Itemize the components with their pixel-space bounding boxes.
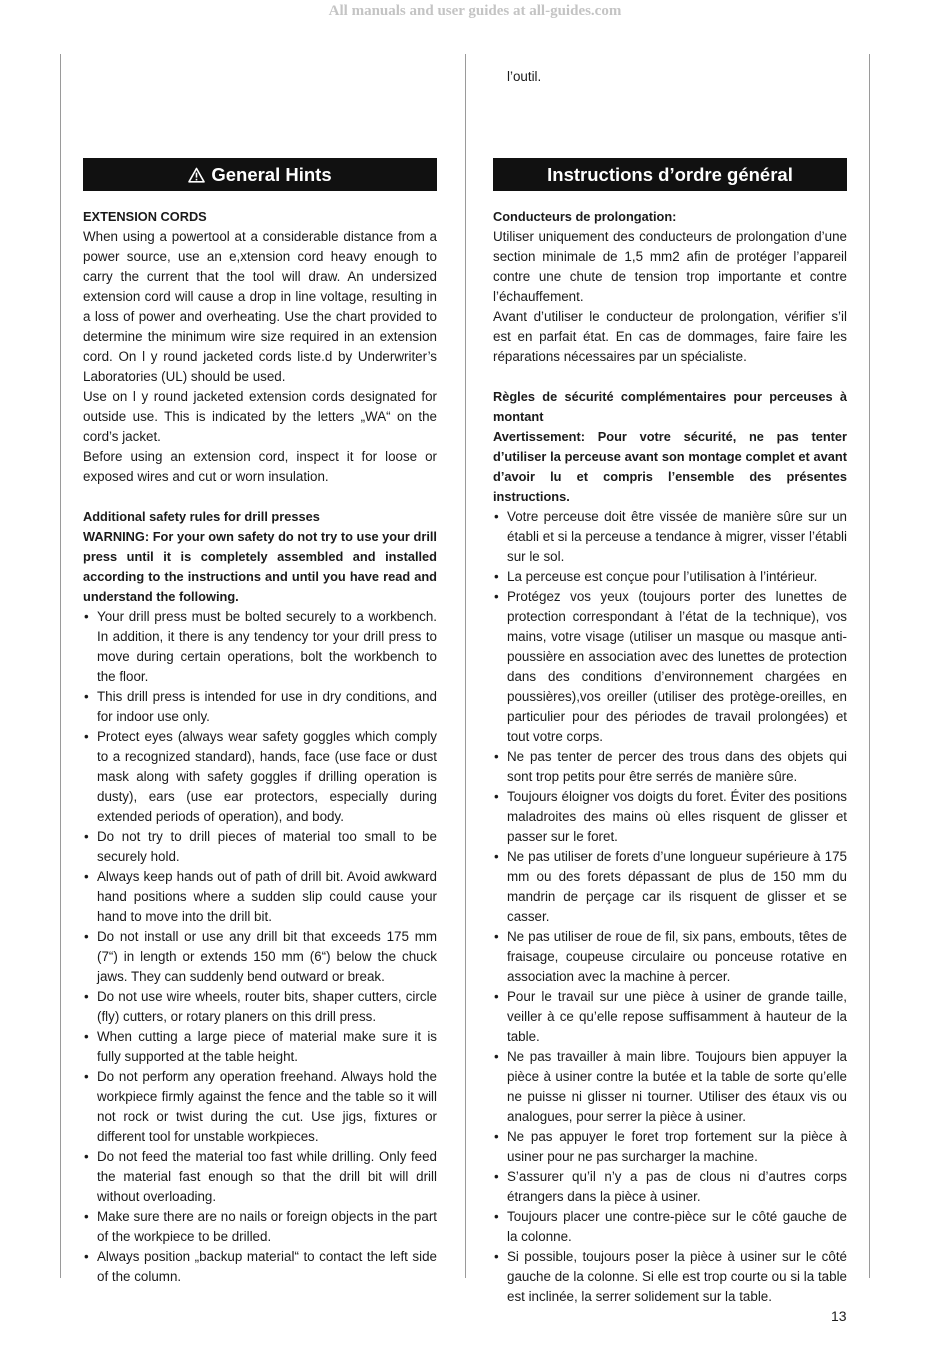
safety-bullet-list (83, 607, 437, 1287)
watermark: All manuals and user guides at all-guides.com (328, 3, 622, 19)
list-item: • La perceuse est conçue pour l’utilisation à l’intérieur. (493, 567, 847, 587)
safety-rules-heading: Additional safety rules for drill presses (83, 509, 320, 524)
list-item: • Ne pas appuyer le foret trop fortement sur la pièce à usiner pour ne pas surcharger la machine. (493, 1127, 847, 1167)
instructions-banner (493, 158, 847, 191)
list-item: • Do not install or use any drill bit that exceeds 175 mm (7“) in length or extends 150 mm (6“) below the chuck jaws. They can suddenly bend outward or break. (83, 927, 437, 987)
extension-cords-heading: EXTENSION CORDS (83, 209, 207, 224)
right-intro-text: l’outil. (507, 69, 542, 84)
list-item: • Ne pas travailler à main libre. Toujours bien appuyer la pièce à usiner contre la butée et la table de sorte qu’elle ne puisse ni glisser ni tourner. Utiliser des étaux vis ou analogues, pour serrer la pièce à usiner. (493, 1047, 847, 1127)
list-item: • Make sure there are no nails or foreign objects in the part of the workpiece to be drilled. (83, 1207, 437, 1247)
list-item: • Protect eyes (always wear safety goggles which comply to a recognized standard), hands, face (use face or dust mask along with safety goggles if drilling operation is dusty), ears (use ear protectors, especially during extended periods of operation), and body. (83, 727, 437, 827)
page-number: 13 (831, 1308, 847, 1324)
list-item: • This drill press is intended for use in dry conditions, and for indoor use only. (83, 687, 437, 727)
list-item: • Always position „backup material“ to contact the left side of the column. (83, 1247, 437, 1287)
list-item: • Protégez vos yeux (toujours porter des lunettes de protection correspondant à l’état de la technique), vos mains, votre visage (utiliser un masque ou masque anti-poussière en association avec des lunettes de protection dans des conditions d’environnement chargées en poussières),vos oreiller (utiliser des protège-oreilles, en particulier pour des périodes de travail prolongées) et tout votre corps. (493, 587, 847, 747)
extension-paragraph: Use on l y round jacketed extension cords designated for outside use. This is indicated by the letters „WA“ on the cord’s jacket. (83, 389, 437, 444)
list-item: • Pour le travail sur une pièce à usiner de grande taille, veiller à ce qu’elle repose suffisamment à hauteur de la table. (493, 987, 847, 1047)
extension-paragraph: Before using an extension cord, inspect it for loose or exposed wires and cut or worn insulation. (83, 449, 437, 484)
list-item: • Votre perceuse doit être vissée de manière sûre sur un établi et si la perceuse a tendance à migrer, visser l’établi sur le sol. (493, 507, 847, 567)
left-margin-rule (60, 54, 61, 1278)
list-item: • Do not try to drill pieces of material too small to be securely hold. (83, 827, 437, 867)
list-item: • Toujours placer une contre-pièce sur le côté gauche de la colonne. (493, 1207, 847, 1247)
extension-cords-heading-fr: Conducteurs de prolongation: (493, 209, 677, 224)
list-item: • Your drill press must be bolted securely to a workbench. In addition, it there is any tendency tor your drill press to move during certain operations, bolt the workbench to the floor. (83, 607, 437, 687)
list-item: • When cutting a large piece of material make sure it is fully supported at the table height. (83, 1027, 437, 1067)
center-rule (465, 54, 466, 1278)
safety-bullet-list-fr (493, 507, 847, 1307)
list-item: • Ne pas utiliser de roue de fil, six pans, embouts, têtes de fraisage, coupeuse circulaire ou ponceuse rotative en association avec la machine à percer. (493, 927, 847, 987)
list-item: • Do not use wire wheels, router bits, shaper cutters, circle (fly) cutters, or rotary planers on this drill press. (83, 987, 437, 1027)
right-column (493, 207, 847, 1307)
left-column (83, 207, 437, 1287)
general-hints-title: General Hints (211, 164, 332, 185)
list-item: • Toujours éloigner vos doigts du foret. Éviter des positions maladroites des mains où elles risquent de glisser et passer sur le foret. (493, 787, 847, 847)
list-item: • S’assurer qu’il n’y a pas de clous ni d’autres corps étrangers dans la pièce à usiner. (493, 1167, 847, 1207)
list-item: • Si possible, toujours poser la pièce à usiner sur le côté gauche de la colonne. Si elle est trop courte ou si la table est inclinée, la serrer solidement sur la table. (493, 1247, 847, 1307)
list-item: • Do not feed the material too fast while drilling. Only feed the material fast enough so that the drill bit will drill without overloading. (83, 1147, 437, 1207)
list-item: • Always keep hands out of path of drill bit. Avoid awkward hand positions where a sudden slip could cause your hand to move into the drill bit. (83, 867, 437, 927)
general-hints-banner (83, 158, 437, 191)
extension-paragraph-fr: Utiliser uniquement des conducteurs de prolongation d’une section minimale de 1,5 mm2 afin de protéger l’appareil contre une chute de tension trop importante et contre l’échauffement. (493, 229, 847, 304)
instructions-title: Instructions d’ordre général (547, 164, 793, 185)
right-margin-rule (869, 54, 870, 1278)
extension-paragraph-fr: Avant d’utiliser le conducteur de prolongation, vérifier s’il est en parfait état. En cas de dommages, faire faire les réparations nécessaires par un spécialiste. (493, 309, 847, 364)
warning-triangle-icon (188, 160, 205, 193)
warning-text: WARNING: For your own safety do not try to use your drill press until it is completely assembled and installed according to the instructions and until you have read and understand the following. (83, 529, 437, 604)
warning-text-fr: Avertissement: Pour votre sécurité, ne pas tenter d’utiliser la perceuse avant son montage complet et avant d’avoir lu et compris l’ensemble des présentes instructions. (493, 429, 847, 504)
safety-rules-heading-fr: Règles de sécurité complémentaires pour perceuses à montant (493, 389, 847, 424)
list-item: • Do not perform any operation freehand. Always hold the workpiece firmly against the fence and the table so it will not rock or twist during the cut. Use jigs, fixtures or different tool for unstable workpieces. (83, 1067, 437, 1147)
extension-paragraph: When using a powertool at a considerable distance from a power source, use an e,xtension cord heavy enough to carry the current that the tool will draw. An undersized extension cord will cause a drop in line voltage, resulting in a loss of power and overheating. Use the chart provided to determine the minimum wire size required in an extension cord. On l y round jacketed cords liste.d by Underwriter’s Laboratories (UL) should be used. (83, 229, 437, 384)
list-item: • Ne pas utiliser de forets d’une longueur supérieure à 175 mm ou des forets dépassant de plus de 150 mm du mandrin de perçage car ils risquent de glisser et se casser. (493, 847, 847, 927)
list-item: • Ne pas tenter de percer des trous dans des objets qui sont trop petits pour être serrés de manière sûre. (493, 747, 847, 787)
